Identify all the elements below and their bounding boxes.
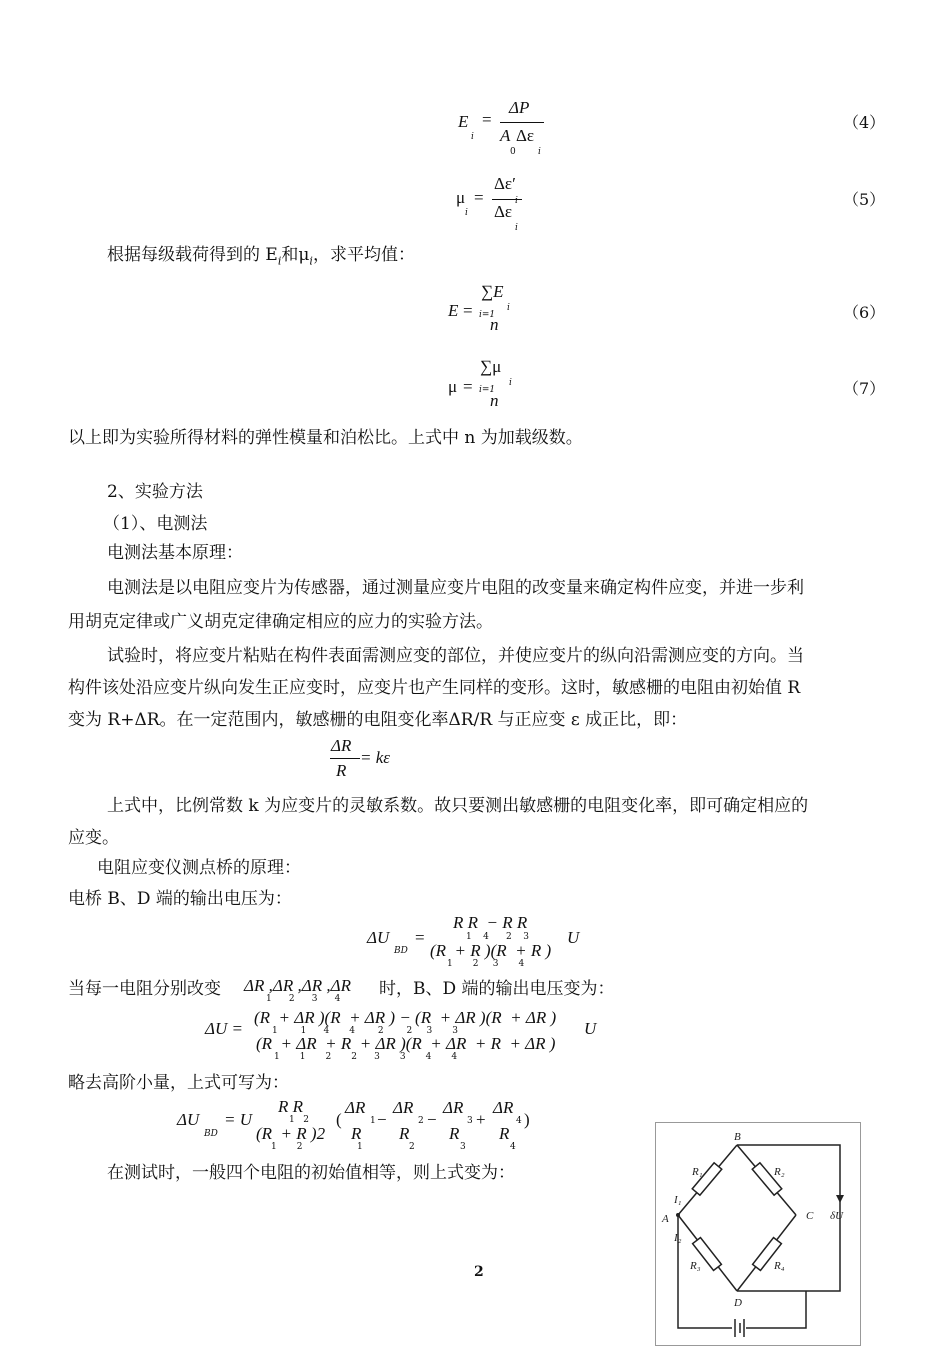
eq4-fraction-bar	[500, 122, 544, 123]
approx-t2-num: ΔR	[393, 1098, 414, 1117]
paragraph-1-line-2: 用胡克定律或广义胡克定律确定相应的应力的实验方法。	[68, 612, 493, 632]
supply-wire-left	[678, 1215, 732, 1328]
change-terms: ΔR ,ΔR ,ΔR ,ΔR	[244, 976, 351, 995]
approx-t4-den-sub: 4	[510, 1142, 516, 1152]
paragraph-average	[107, 240, 415, 267]
approx-close-paren: )	[524, 1110, 530, 1129]
gauge-eq-denominator: R	[336, 761, 347, 780]
label-d: D	[734, 1297, 742, 1309]
eq5-numerator: Δε′	[494, 174, 516, 193]
average-text-b: 和μ	[281, 245, 310, 265]
full-eq-lhs: ΔU =	[205, 1019, 243, 1038]
eq7-num-sub: i	[509, 378, 512, 388]
bridge-circuit-diagram	[656, 1123, 860, 1345]
paragraph-equal: 在测试时，一般四个电阻的初始值相等，则上式变为：	[107, 1163, 515, 1183]
paragraph-3-line-2: 应变。	[68, 828, 119, 848]
eq6-denominator: n	[490, 315, 499, 334]
eq4-denominator: A	[500, 126, 511, 145]
approx-t1-den: R	[351, 1124, 362, 1143]
approx-equals-u: = U	[224, 1110, 252, 1129]
eq7-denominator: n	[490, 391, 499, 410]
label-i1: I₁	[674, 1194, 682, 1206]
eq4-lhs-sub: i	[471, 132, 474, 142]
approx-t2-num-sub: 2	[418, 1116, 424, 1126]
heading-bridge: 电阻应变仪测点桥的原理：	[97, 858, 301, 878]
eq5-equals: =	[474, 188, 484, 207]
eq7-numerator: ∑μ	[480, 357, 502, 376]
bd-eq-lhs: ΔU	[367, 928, 390, 947]
eq6-number: （6）	[843, 303, 886, 322]
supply-wire-right	[746, 1291, 806, 1328]
approx-t2-den: R	[399, 1124, 410, 1143]
approx-t1-num: ΔR	[345, 1098, 366, 1117]
page-number: 2	[474, 1264, 484, 1280]
approx-t4-den: R	[499, 1124, 510, 1143]
eq4-equals: =	[482, 110, 492, 129]
change-text-b: 时，B、D 端的输出电压变为：	[379, 979, 615, 999]
approx-frac1-num-sub: 1 2	[289, 1115, 310, 1125]
heading-electrical: （1）、电测法	[103, 514, 208, 534]
paragraph-2-line-2: 构件该处沿应变片纵向发生正应变时，应变片也产生同样的变形。这时，敏感栅的电阻由初始值 R	[68, 678, 801, 698]
approx-t3-num-sub: 3	[467, 1116, 473, 1126]
approx-t1-num-sub: 1	[370, 1116, 376, 1126]
approx-frac1-num: R R	[278, 1097, 304, 1116]
approx-t3-den: R	[449, 1124, 460, 1143]
approx-t1-den-sub: 1	[357, 1142, 363, 1152]
approx-t4-num-sub: 4	[516, 1116, 522, 1126]
approx-t3-num: ΔR	[443, 1098, 464, 1117]
label-b: B	[734, 1131, 741, 1143]
bd-eq-lhs-sub: BD	[394, 946, 408, 956]
label-i2: I₂	[674, 1232, 682, 1244]
eq5-denominator: Δε	[494, 202, 513, 221]
output-wire	[737, 1145, 840, 1291]
average-sub-2: i	[309, 254, 313, 268]
eq5-fraction-bar	[492, 199, 522, 200]
gauge-eq-bar	[330, 758, 360, 759]
gauge-eq-numerator: ΔR	[331, 736, 352, 755]
eq6-numerator: ∑E	[481, 282, 504, 301]
eq5-lhs: μ	[456, 188, 466, 207]
eq4-number: （4）	[843, 113, 886, 132]
paragraph-1-line-1: 电测法是以电阻应变片为传感器，通过测量应变片电阻的改变量来确定构件应变，并进一步利	[107, 578, 804, 598]
approx-t3-den-sub: 3	[460, 1142, 466, 1152]
eq4-numerator: ΔP	[509, 98, 530, 117]
eq7-number: （7）	[843, 379, 886, 398]
full-eq-den-subs: 1 1 2 2 3 3 4 4	[274, 1052, 458, 1062]
eq4-den-sub: 0	[510, 147, 516, 157]
bd-eq-num-subs: 1 4 2 3	[466, 932, 529, 942]
full-eq-denominator: (R + ΔR + R + ΔR )(R + ΔR + R + ΔR )	[256, 1034, 556, 1053]
bd-eq-denominator: (R + R )(R + R )	[430, 941, 552, 960]
eq4-lhs: E	[458, 112, 469, 131]
eq7-equals: =	[463, 377, 473, 396]
label-c: C	[806, 1210, 814, 1222]
eq5-num-sub: i	[515, 196, 518, 206]
eq5-lhs-sub: i	[465, 208, 468, 218]
eq6-equals: =	[463, 301, 473, 320]
eq5-number: （5）	[843, 190, 886, 209]
average-sub-1: i	[277, 254, 282, 268]
approx-op-1: −	[377, 1110, 387, 1129]
paragraph-3-line-1: 上式中，比例常数 k 为应变片的灵敏系数。故只要测出敏感栅的电阻变化率，即可确定相应的	[107, 796, 809, 816]
label-du: δU	[830, 1210, 844, 1222]
paragraph-bridge: 电桥 B、D 端的输出电压为：	[68, 889, 292, 909]
heading-principle: 电测法基本原理：	[107, 543, 243, 563]
approx-op-3: +	[476, 1110, 486, 1129]
eq4-den2-sub: i	[538, 147, 541, 157]
label-r2: R₂	[774, 1166, 785, 1178]
approx-t2-den-sub: 2	[409, 1142, 415, 1152]
average-text-c: ，求平均值：	[312, 245, 415, 265]
paragraph-2-line-3: 变为 R+ΔR。在一定范围内，敏感栅的电阻变化率ΔR/R 与正应变 ε 成正比，即：	[68, 710, 688, 730]
approx-lhs-sub: BD	[204, 1129, 218, 1139]
label-r4: R₄	[774, 1260, 785, 1272]
approx-frac1-den: (R + R )2	[256, 1124, 326, 1143]
change-text-a: 当每一电阻分别改变	[68, 979, 221, 999]
label-r3: R₃	[690, 1260, 701, 1272]
eq4-den2: Δε	[516, 126, 535, 145]
average-text-a: 根据每级载荷得到的 E	[107, 245, 278, 265]
approx-frac1-den-sub: 1 2	[271, 1142, 303, 1152]
eq6-lhs: E	[448, 301, 459, 320]
paragraph-2-line-1: 试验时，将应变片粘贴在构件表面需测应变的部位，并使应变片的纵向沿需测应变的方向。当	[107, 646, 804, 666]
heading-method: 2、实验方法	[107, 482, 203, 502]
eq5-den-sub: i	[515, 223, 518, 233]
bridge-circuit-figure	[655, 1122, 861, 1346]
paragraph-approx: 略去高阶小量，上式可写为：	[68, 1073, 289, 1093]
node-a-dot	[676, 1213, 680, 1217]
approx-open-paren: (	[336, 1110, 342, 1129]
approx-op-2: −	[427, 1110, 437, 1129]
label-a: A	[662, 1213, 669, 1225]
label-r1: R₁	[692, 1166, 703, 1178]
du-arrow-icon	[836, 1195, 844, 1203]
approx-t4-num: ΔR	[493, 1098, 514, 1117]
change-subs: 1 2 3 4	[266, 994, 341, 1004]
full-eq-num-subs: 1 1 4 4 2 2 3 3	[272, 1026, 458, 1036]
full-eq-numerator: (R + ΔR )(R + ΔR ) − (R + ΔR )(R + ΔR )	[254, 1008, 557, 1027]
eq7-limit: i=1	[479, 385, 496, 395]
approx-lhs: ΔU	[177, 1110, 200, 1129]
bd-eq-den-subs: 1 2 3 4	[447, 959, 525, 969]
paragraph-result: 以上即为实验所得材料的弹性模量和泊松比。上式中 n 为加载级数。	[68, 428, 583, 448]
bd-eq-equals: =	[415, 928, 425, 947]
eq7-lhs: μ	[448, 377, 458, 396]
bd-eq-tail: U	[567, 928, 580, 947]
eq6-num-sub: i	[507, 303, 510, 313]
full-eq-tail: U	[584, 1019, 597, 1038]
eq6-limit: i=1	[479, 310, 496, 320]
gauge-eq-rhs: = kε	[360, 748, 390, 767]
bd-eq-numerator: R R − R R	[453, 913, 528, 932]
